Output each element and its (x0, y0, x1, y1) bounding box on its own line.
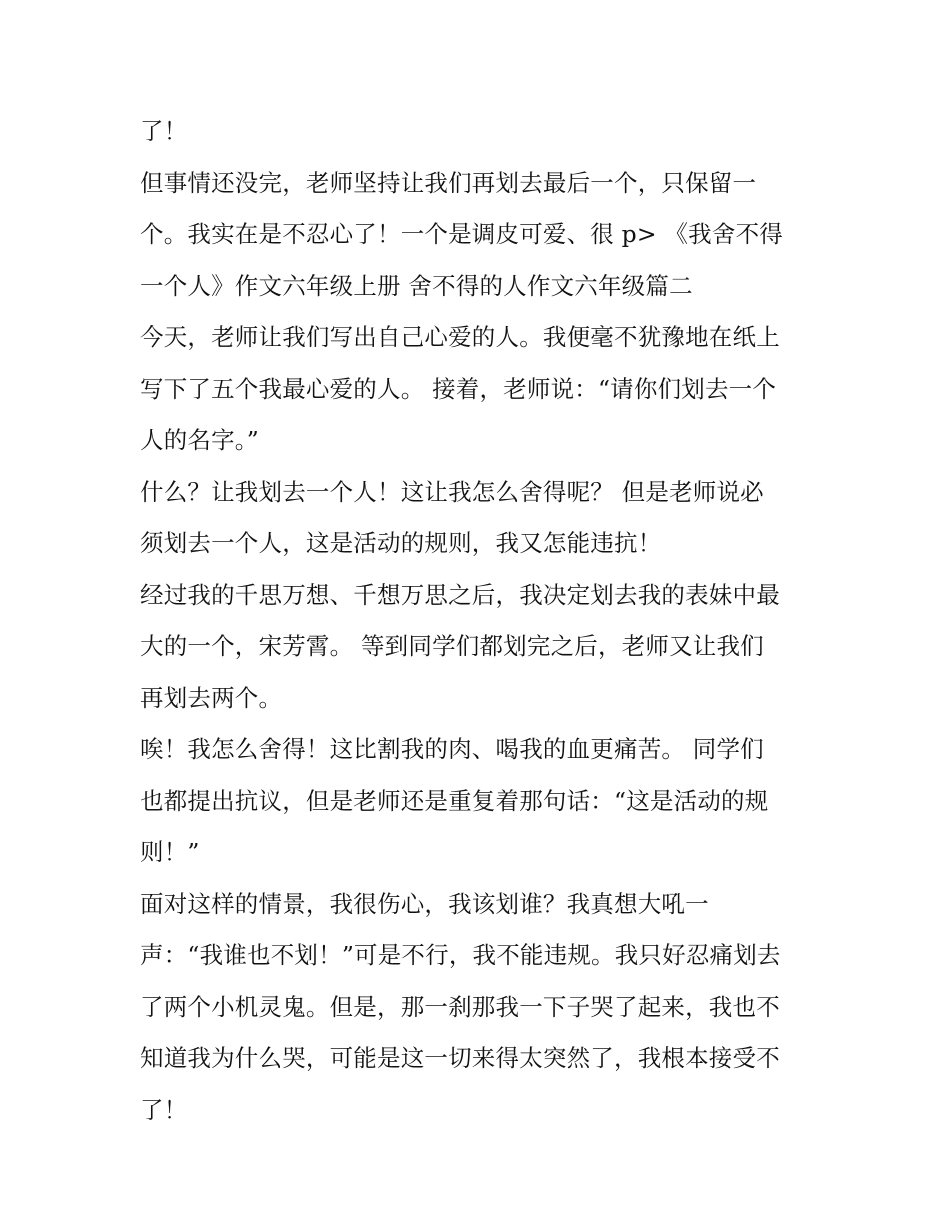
text-line: 了！ (140, 1095, 188, 1124)
text-line: 一个人》作文六年级上册 舍不得的人作文六年级篇二 (140, 271, 693, 300)
text-line: 个。我实在是不忍心了！一个是调皮可爱、很 p> 《我舍不得 (140, 220, 783, 248)
text-line: 什么？让我划去一个人！这让我怎么舍得呢？ 但是老师说必 (140, 477, 764, 506)
text-line: 写下了五个我最心爱的人。 接着，老师说：“请你们划去一个 (140, 374, 777, 403)
text-line: 但事情还没完，老师坚持让我们再划去最后一个，只保留一 (140, 168, 757, 197)
text-line: 须划去一个人，这是活动的规则，我又怎能违抗！ (140, 529, 662, 557)
text-line: 大的一个，宋芳霄。 等到同学们都划完之后，老师又让我们 (140, 632, 764, 660)
text-line: 则！” (140, 838, 200, 866)
text-line: 人的名字。” (140, 426, 259, 454)
text-line: 知道我为什么哭，可能是这一切来得太突然了，我根本接受不 (140, 1044, 780, 1072)
text-line: 今天，老师让我们写出自己心爱的人。我便毫不犹豫地在纸上 (140, 323, 780, 351)
text-line: 了两个小机灵鬼。但是，那一刹那我一下子哭了起来，我也不 (140, 992, 780, 1021)
text-line: 面对这样的情景，我很伤心，我该划谁？我真想大吼一 (140, 889, 709, 918)
text-line: 唉！我怎么舍得！这比割我的肉、喝我的血更痛苦。 同学们 (140, 735, 764, 763)
text-line: 了！ (140, 117, 188, 145)
text-line: 声：“我谁也不划！”可是不行，我不能违规。我只好忍痛划去 (140, 941, 781, 969)
text-line: 再划去两个。 (140, 683, 283, 712)
text-line: 也都提出抗议，但是老师还是重复着那句话：“这是活动的规 (140, 786, 769, 815)
text-line: 经过我的千思万想、千想万思之后，我决定划去我的表妹中最 (140, 580, 780, 609)
essay-text (140, 108, 820, 1138)
